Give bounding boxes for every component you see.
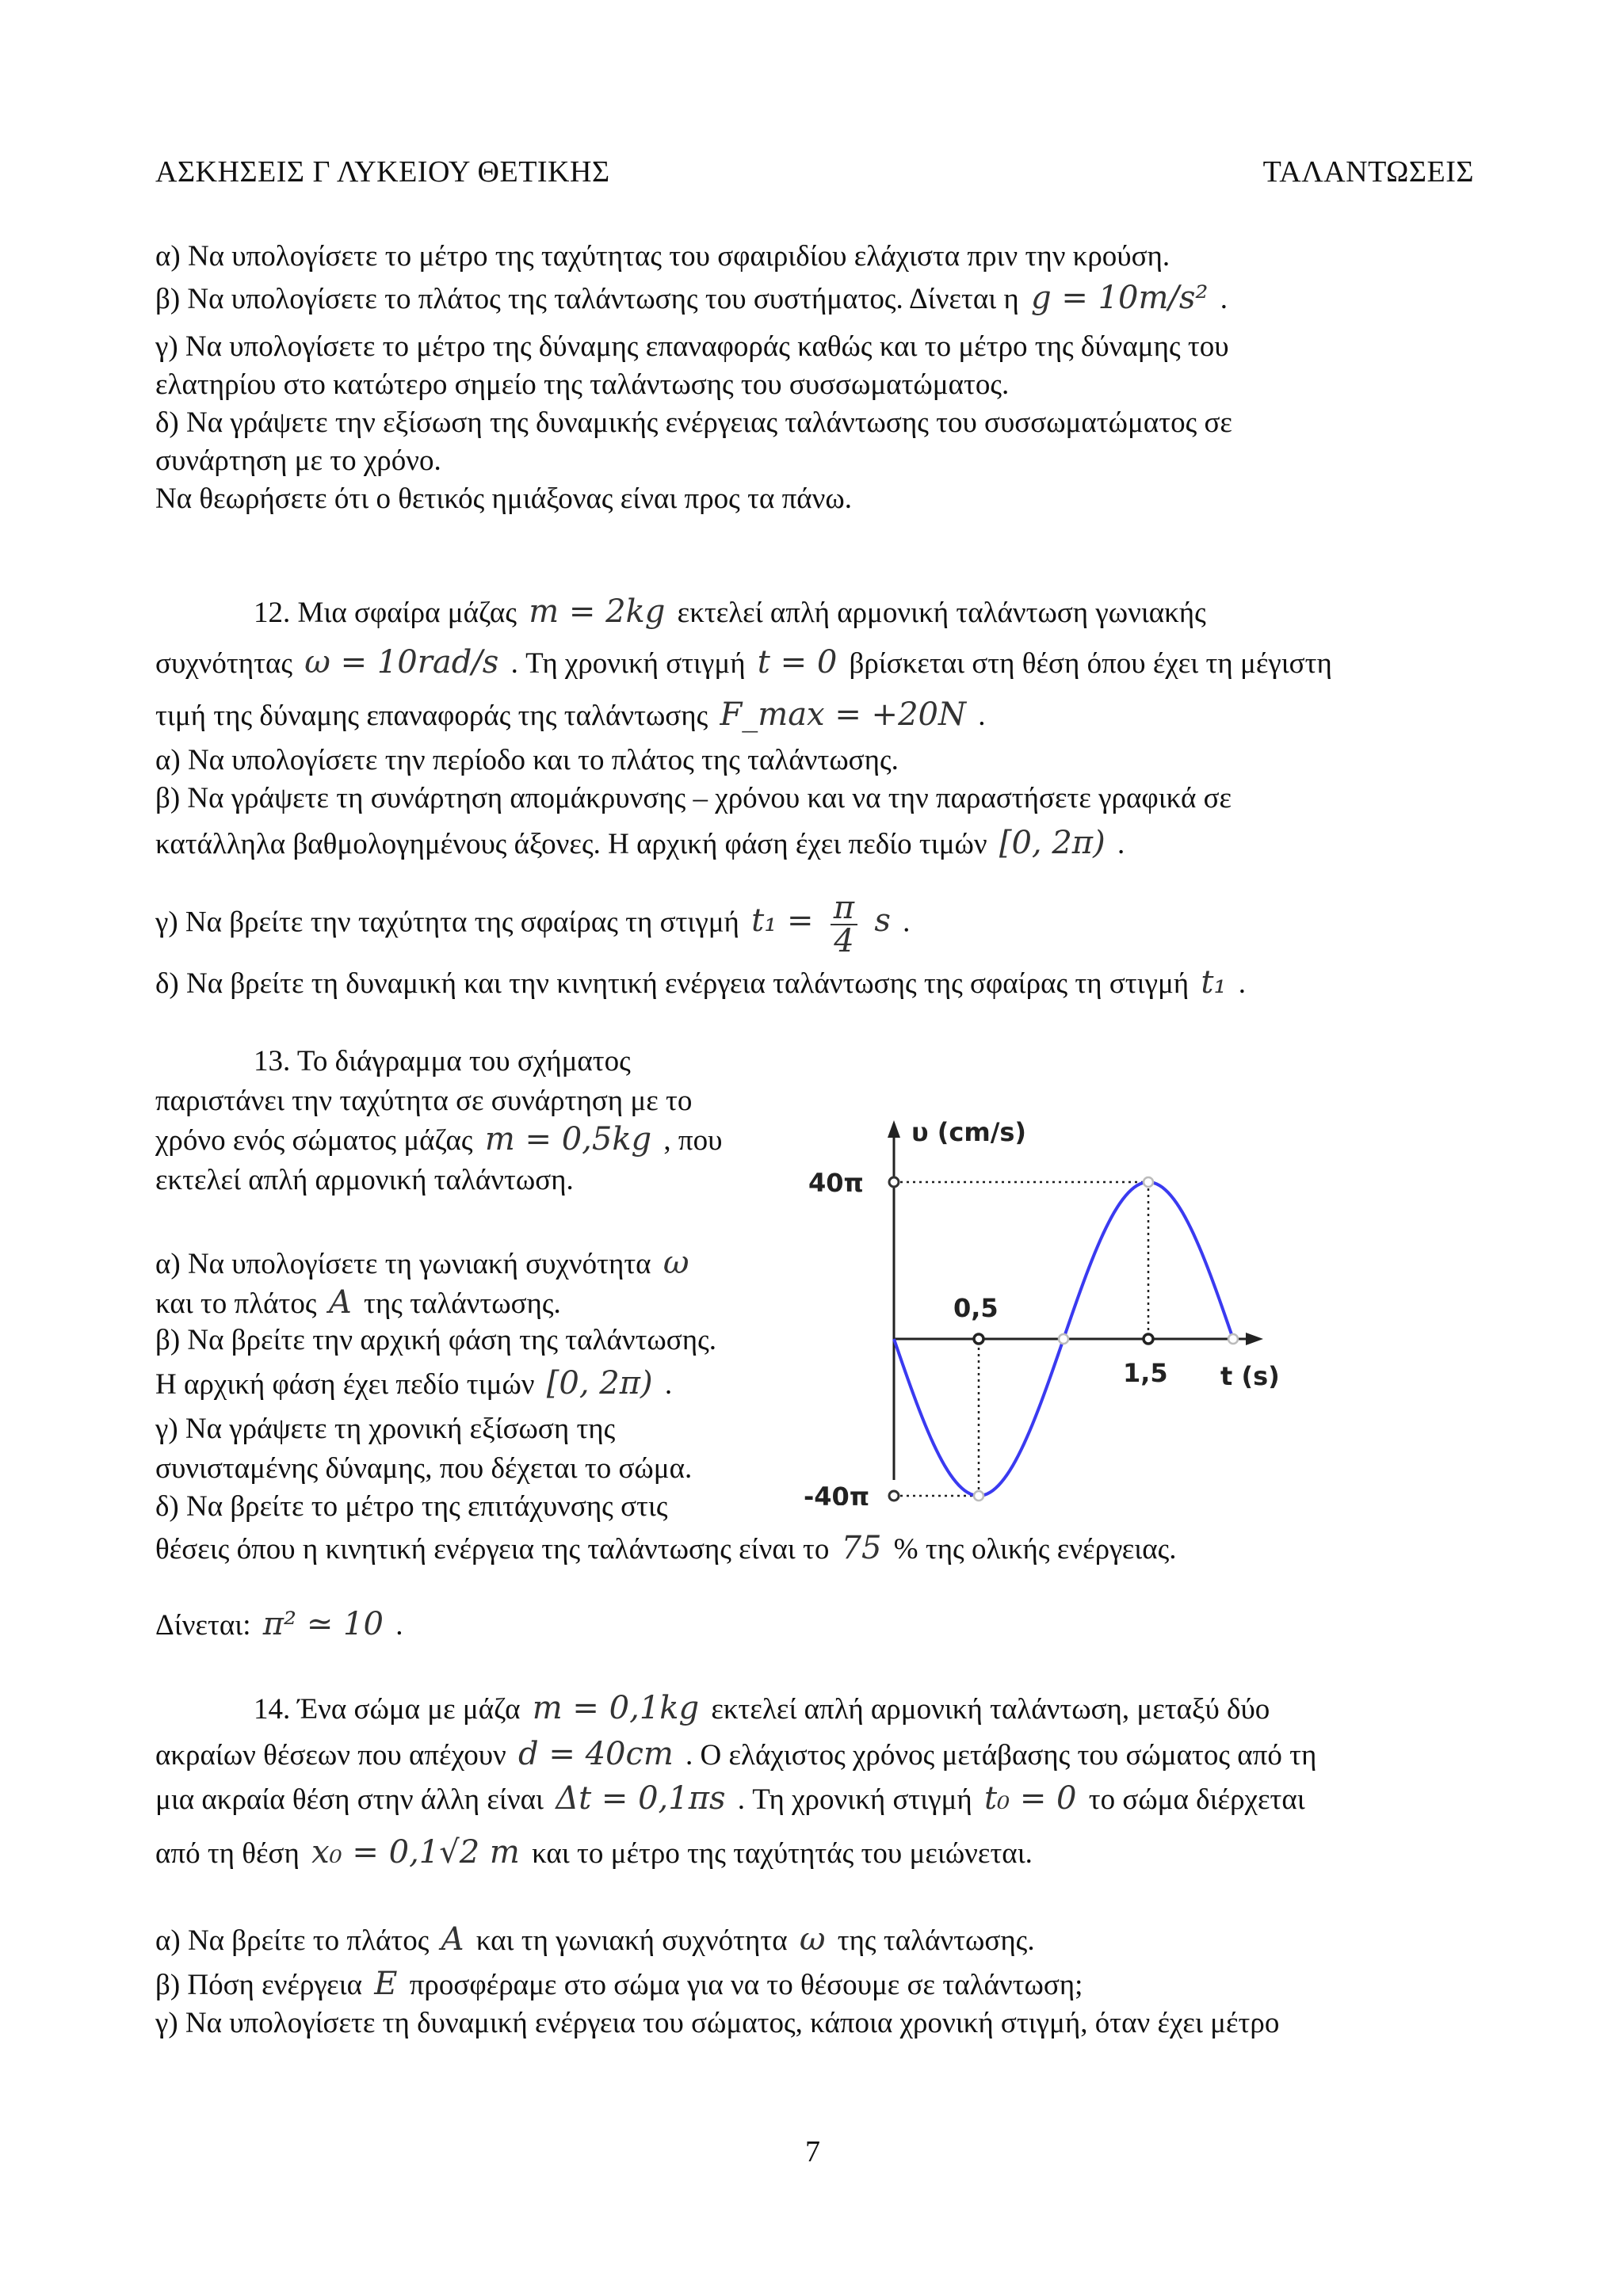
math-mass: m = 0,1kg bbox=[532, 1690, 700, 1726]
math-unit: s bbox=[874, 902, 891, 940]
math-fraction bbox=[826, 892, 862, 957]
math-range: [0, 2π) bbox=[546, 1365, 653, 1402]
fraction-denominator: 4 bbox=[834, 923, 854, 959]
math-distance: d = 40cm bbox=[518, 1736, 674, 1772]
ex13-line4: εκτελεί απλή αρμονική ταλάντωση. bbox=[155, 1164, 574, 1196]
text: προσφέραμε στο σώμα για να το θέσουμε σε ταλάντωση; bbox=[409, 1969, 1083, 2001]
ex14-item-a bbox=[155, 1920, 1035, 1960]
math-omega: ω bbox=[663, 1245, 689, 1281]
ex12-item-a: α) Να υπολογίσετε την περίοδο και το πλάτος της ταλάντωσης. bbox=[155, 744, 899, 776]
ex12-line3 bbox=[155, 696, 985, 735]
text: και τη γωνιακή συχνότητα bbox=[475, 1924, 788, 1957]
text: . bbox=[395, 1609, 403, 1642]
page-number: 7 bbox=[805, 2135, 820, 2168]
ex13-item-a1 bbox=[155, 1244, 693, 1283]
prev-note: Να θεωρήσετε ότι ο θετικός ημιάξονας είναι προς τα πάνω. bbox=[155, 482, 852, 515]
prev-item-b bbox=[155, 279, 1228, 318]
ex13-item-b2 bbox=[155, 1364, 672, 1404]
text: τιμή της δύναμης επαναφοράς της ταλάντωσης bbox=[155, 700, 708, 732]
ex14-item-c: γ) Να υπολογίσετε τη δυναμική ενέργεια του σώματος, κάποια χρονική στιγμή, όταν έχει μέτρο bbox=[155, 2007, 1280, 2039]
header-left: ΑΣΚΗΣΕΙΣ Γ ΛΥΚΕΙΟΥ ΘΕΤΙΚΗΣ bbox=[155, 155, 610, 189]
text: από τη θέση bbox=[155, 1837, 300, 1870]
math-omega: ω bbox=[799, 1921, 826, 1958]
text: της ταλάντωσης. bbox=[837, 1924, 1035, 1957]
x-axis-arrow bbox=[1246, 1333, 1263, 1345]
text: . bbox=[1220, 283, 1228, 315]
y-axis-arrow bbox=[888, 1120, 900, 1138]
text: , που bbox=[663, 1124, 723, 1157]
ex13-item-c2: συνισταμένης δύναμης, που δέχεται το σώμα. bbox=[155, 1452, 693, 1485]
text: . Ο ελάχιστος χρόνος μετάβασης του σώματος από τη bbox=[685, 1739, 1317, 1772]
text: Δίνεται: bbox=[155, 1609, 251, 1642]
math-omega: ω = 10rad/s bbox=[304, 644, 499, 681]
math-range: [0, 2π) bbox=[999, 825, 1106, 861]
ex14-item-b bbox=[155, 1965, 1083, 2004]
text: γ) Να βρείτε την ταχύτητα της σφαίρας τη στιγμή bbox=[155, 906, 739, 939]
marked-point bbox=[974, 1491, 983, 1501]
math-t1: t₁ = bbox=[751, 902, 814, 940]
y-tick-label: 40π bbox=[808, 1168, 864, 1198]
prev-item-c1: γ) Να υπολογίσετε το μέτρο της δύναμης επαναφοράς καθώς και το μέτρο της δύναμης του bbox=[155, 330, 1229, 363]
marked-point bbox=[1144, 1177, 1153, 1187]
math-percent: 75 bbox=[841, 1530, 882, 1566]
math-pi-squared: π² ≃ 10 bbox=[262, 1606, 384, 1642]
x-tick-label: 1,5 bbox=[1123, 1358, 1168, 1388]
ex12-item-d bbox=[155, 963, 1246, 1003]
prev-item-d2: συνάρτηση με το χρόνο. bbox=[155, 444, 441, 477]
text: α) Να βρείτε το πλάτος bbox=[155, 1924, 430, 1957]
fraction-numerator: π bbox=[831, 892, 857, 925]
ex13-item-d1: δ) Να βρείτε το μέτρο της επιτάχυνσης στις bbox=[155, 1490, 668, 1523]
text: εκτελεί απλή αρμονική ταλάντωση γωνιακής bbox=[677, 597, 1206, 629]
text: Η αρχική φάση έχει πεδίο τιμών bbox=[155, 1368, 535, 1401]
text: χρόνο ενός σώματος μάζας bbox=[155, 1124, 473, 1157]
math-mass: m = 0,5kg bbox=[484, 1121, 652, 1158]
text: . bbox=[903, 906, 911, 939]
math-amplitude: A bbox=[328, 1284, 352, 1321]
text: και το πλάτος bbox=[155, 1287, 317, 1320]
x-axis-label: t (s) bbox=[1220, 1361, 1280, 1391]
math-delta-t: Δt = 0,1πs bbox=[556, 1780, 726, 1817]
math-amplitude: A bbox=[441, 1921, 464, 1958]
text: βρίσκεται στη θέση όπου έχει τη μέγιστη bbox=[849, 647, 1332, 680]
text: . Τη χρονική στιγμή bbox=[510, 647, 746, 680]
math-mass: m = 2kg bbox=[529, 593, 666, 630]
ex13-line3 bbox=[155, 1120, 722, 1160]
header-right: ΤΑΛΑΝΤΩΣΕΙΣ bbox=[1262, 155, 1474, 189]
text: συχνότητας bbox=[155, 647, 293, 680]
ex13-item-b: β) Να βρείτε την αρχική φάση της ταλάντωσης. bbox=[155, 1324, 716, 1356]
marked-point bbox=[1144, 1334, 1153, 1344]
text: β) Πόση ενέργεια bbox=[155, 1969, 363, 2001]
text: . bbox=[664, 1368, 673, 1401]
text: και το μέτρο της ταχύτητάς του μειώνεται. bbox=[532, 1837, 1033, 1870]
text: θέσεις όπου η κινητική ενέργεια της ταλάντωσης είναι το bbox=[155, 1533, 830, 1566]
prev-item-c2: ελατηρίου στο κατώτερο σημείο της ταλάντωσης του συσσωματώματος. bbox=[155, 368, 1010, 401]
y-tick-label: -40π bbox=[804, 1482, 870, 1505]
marked-point bbox=[974, 1334, 983, 1344]
math-fmax: F_max = +20N bbox=[720, 696, 966, 733]
text: . bbox=[1238, 967, 1247, 1000]
text: 12. Μια σφαίρα μάζας bbox=[254, 597, 517, 629]
ex14-line4 bbox=[155, 1833, 1033, 1873]
text: 14. Ένα σώμα με μάζα bbox=[254, 1693, 521, 1726]
text: . bbox=[978, 700, 986, 732]
ex14-line3 bbox=[155, 1779, 1305, 1819]
ex12-item-b1: β) Να γράψετε τη συνάρτηση απομάκρυνσης – χρόνου και να την παραστήσετε γραφικά σε bbox=[155, 782, 1232, 814]
x-tick-label: 0,5 bbox=[953, 1293, 999, 1323]
text: μια ακραία θέση στην άλλη είναι bbox=[155, 1783, 544, 1816]
text: β) Να υπολογίσετε το πλάτος της ταλάντωσης του συστήματος. Δίνεται η bbox=[155, 283, 1019, 315]
marked-point bbox=[1059, 1334, 1068, 1344]
prev-item-a: α) Να υπολογίσετε το μέτρο της ταχύτητας του σφαιριδίου ελάχιστα πριν την κρούση. bbox=[155, 240, 1170, 273]
text: ακραίων θέσεων που απέχουν bbox=[155, 1739, 506, 1772]
y-tick-marker-max bbox=[889, 1177, 899, 1187]
text: % της ολικής ενέργειας. bbox=[893, 1533, 1177, 1566]
math-t0: t₀ = 0 bbox=[984, 1780, 1077, 1817]
math-x0: x₀ = 0,1√2 m bbox=[311, 1834, 520, 1871]
text: δ) Να βρείτε τη δυναμική και την κινητική ενέργεια ταλάντωσης της σφαίρας τη στιγμή bbox=[155, 967, 1190, 1000]
text: κατάλληλα βαθμολογημένους άξονες. Η αρχική φάση έχει πεδίο τιμών bbox=[155, 828, 987, 860]
ex12-line2 bbox=[155, 643, 1332, 683]
ex13-line2: παριστάνει την ταχύτητα σε συνάρτηση με το bbox=[155, 1085, 693, 1117]
ex13-item-c1: γ) Να γράψετε τη χρονική εξίσωση της bbox=[155, 1413, 616, 1445]
math-t0: t = 0 bbox=[757, 644, 838, 681]
ex13-item-a2 bbox=[155, 1283, 561, 1323]
y-tick-marker-min bbox=[889, 1491, 899, 1501]
text: το σώμα διέρχεται bbox=[1088, 1783, 1305, 1816]
ex13-given bbox=[155, 1605, 403, 1645]
math-energy: E bbox=[374, 1966, 398, 2002]
text: της ταλάντωσης. bbox=[363, 1287, 561, 1320]
prev-item-d1: δ) Να γράψετε την εξίσωση της δυναμικής ενέργειας ταλάντωσης του συσσωματώματος σε bbox=[155, 406, 1232, 439]
velocity-time-chart bbox=[792, 1109, 1331, 1505]
ex12-line1 bbox=[254, 593, 1206, 632]
ex14-line2 bbox=[155, 1735, 1316, 1775]
marked-point bbox=[1228, 1334, 1238, 1344]
ex13-item-d2 bbox=[155, 1529, 1177, 1569]
ex12-item-c bbox=[155, 892, 910, 957]
ex13-line1: 13. Το διάγραμμα του σχήματος bbox=[254, 1045, 631, 1077]
ex14-line1 bbox=[254, 1689, 1270, 1729]
ex12-item-b2 bbox=[155, 824, 1125, 864]
text: α) Να υπολογίσετε τη γωνιακή συχνότητα bbox=[155, 1248, 651, 1280]
text: . bbox=[1117, 828, 1125, 860]
y-axis-label: υ (cm/s) bbox=[911, 1117, 1027, 1147]
text: εκτελεί απλή αρμονική ταλάντωση, μεταξύ δύο bbox=[711, 1693, 1270, 1726]
math-t1: t₁ bbox=[1201, 964, 1227, 1001]
text: . Τη χρονική στιγμή bbox=[737, 1783, 972, 1816]
math-g: g = 10m/s² bbox=[1031, 280, 1209, 316]
